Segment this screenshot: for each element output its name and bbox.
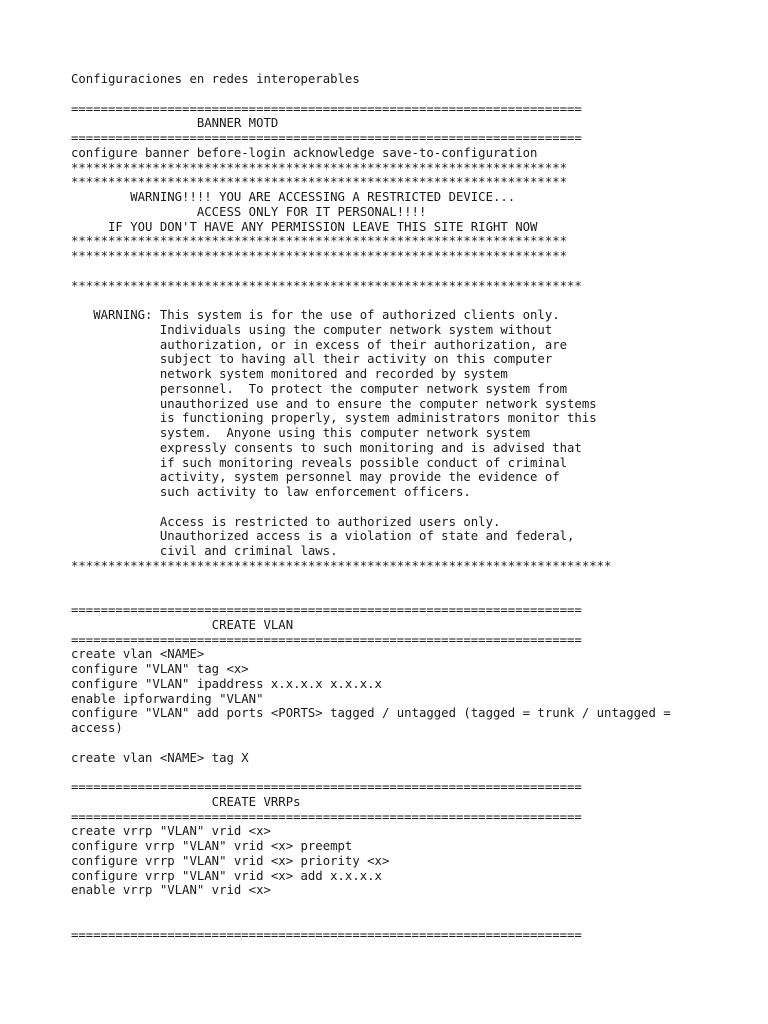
warning-text-line: if such monitoring reveals possible conduct of criminal xyxy=(71,455,568,470)
warning-text-line: is functioning properly, system administrators monitor this xyxy=(71,411,597,426)
command-line: create vrrp "VLAN" vrid <x> xyxy=(71,824,271,839)
asterisk-line: ************************************************************************* xyxy=(71,558,612,573)
blank-line xyxy=(71,736,761,751)
section-heading-banner-motd: BANNER MOTD xyxy=(71,116,279,131)
warning-text-line: subject to having all their activity on this computer xyxy=(71,352,553,367)
command-line: configure vrrp "VLAN" vrid <x> add x.x.x.x xyxy=(71,868,382,883)
warning-text-line: system. Anyone using this computer network system xyxy=(71,426,531,440)
warning-text-line: Unauthorized access is a violation of state and federal, xyxy=(71,529,575,544)
separator-line: ===================================================================== xyxy=(71,809,582,824)
command-line: enable vrrp "VLAN" vrid <x> xyxy=(71,883,271,898)
separator-line: ===================================================================== xyxy=(71,131,582,145)
blank-line xyxy=(71,264,761,279)
warning-text-line: Access is restricted to authorized users only. xyxy=(71,514,501,529)
command-line: configure vrrp "VLAN" vrid <x> preempt xyxy=(71,839,353,853)
section-heading-create-vlan: CREATE VLAN xyxy=(71,617,294,632)
blank-line xyxy=(71,500,761,515)
asterisk-line: ******************************************************************* xyxy=(71,249,568,263)
warning-text-line: WARNING: This system is for the use of authorized clients only. xyxy=(71,308,560,322)
blank-line xyxy=(71,765,761,780)
command-line: access) xyxy=(71,721,123,735)
separator-line: ===================================================================== xyxy=(71,927,582,942)
command-line: enable ipforwarding "VLAN" xyxy=(71,691,264,706)
separator-line: ===================================================================== xyxy=(71,632,582,647)
warning-text-line: unauthorized use and to ensure the computer network systems xyxy=(71,396,597,411)
command-line: configure "VLAN" tag <x> xyxy=(71,662,249,676)
blank-line xyxy=(71,898,761,913)
command-line: create vlan <NAME> tag X xyxy=(71,750,249,765)
warning-text-line: expressly consents to such monitoring and is advised that xyxy=(71,440,582,455)
document-page xyxy=(71,72,761,942)
document-title: Configuraciones en redes interoperables xyxy=(71,72,360,86)
separator-line: ===================================================================== xyxy=(71,780,582,794)
blank-line xyxy=(71,293,761,308)
blank-line xyxy=(71,913,761,928)
blank-line xyxy=(71,87,761,102)
command-line: create vlan <NAME> xyxy=(71,647,205,662)
warning-text-line: activity, system personnel may provide the evidence of xyxy=(71,470,560,485)
command-line: configure "VLAN" ipaddress x.x.x.x x.x.x.x xyxy=(71,676,382,691)
warning-text-line: such activity to law enforcement officers. xyxy=(71,485,471,499)
asterisk-line: ******************************************************************* xyxy=(71,175,568,190)
asterisk-line: ******************************************************************* xyxy=(71,234,568,249)
command-line: configure banner before-login acknowledge save-to-configuration xyxy=(71,145,538,160)
command-line: configure "VLAN" add ports <PORTS> tagged / untagged (tagged = trunk / untagged = xyxy=(71,706,671,721)
blank-line xyxy=(71,574,761,589)
banner-text-line: ACCESS ONLY FOR IT PERSONAL!!!! xyxy=(71,204,427,219)
banner-text-line: IF YOU DON'T HAVE ANY PERMISSION LEAVE THIS SITE RIGHT NOW xyxy=(71,219,538,234)
asterisk-line: ********************************************************************* xyxy=(71,278,582,293)
warning-text-line: Individuals using the computer network system without xyxy=(71,322,553,337)
separator-line: ===================================================================== xyxy=(71,101,582,116)
warning-text-line: network system monitored and recorded by system xyxy=(71,367,508,381)
section-heading-create-vrrps: CREATE VRRPs xyxy=(71,794,301,809)
command-line: configure vrrp "VLAN" vrid <x> priority <x> xyxy=(71,853,390,868)
warning-text-line: authorization, or in excess of their authorization, are xyxy=(71,337,568,352)
warning-text-line: civil and criminal laws. xyxy=(71,544,338,558)
banner-text-line: WARNING!!!! YOU ARE ACCESSING A RESTRICTED DEVICE... xyxy=(71,190,516,204)
separator-line: ===================================================================== xyxy=(71,603,582,617)
asterisk-line: ******************************************************************* xyxy=(71,160,568,175)
warning-text-line: personnel. To protect the computer network system from xyxy=(71,381,568,396)
blank-line xyxy=(71,588,761,603)
